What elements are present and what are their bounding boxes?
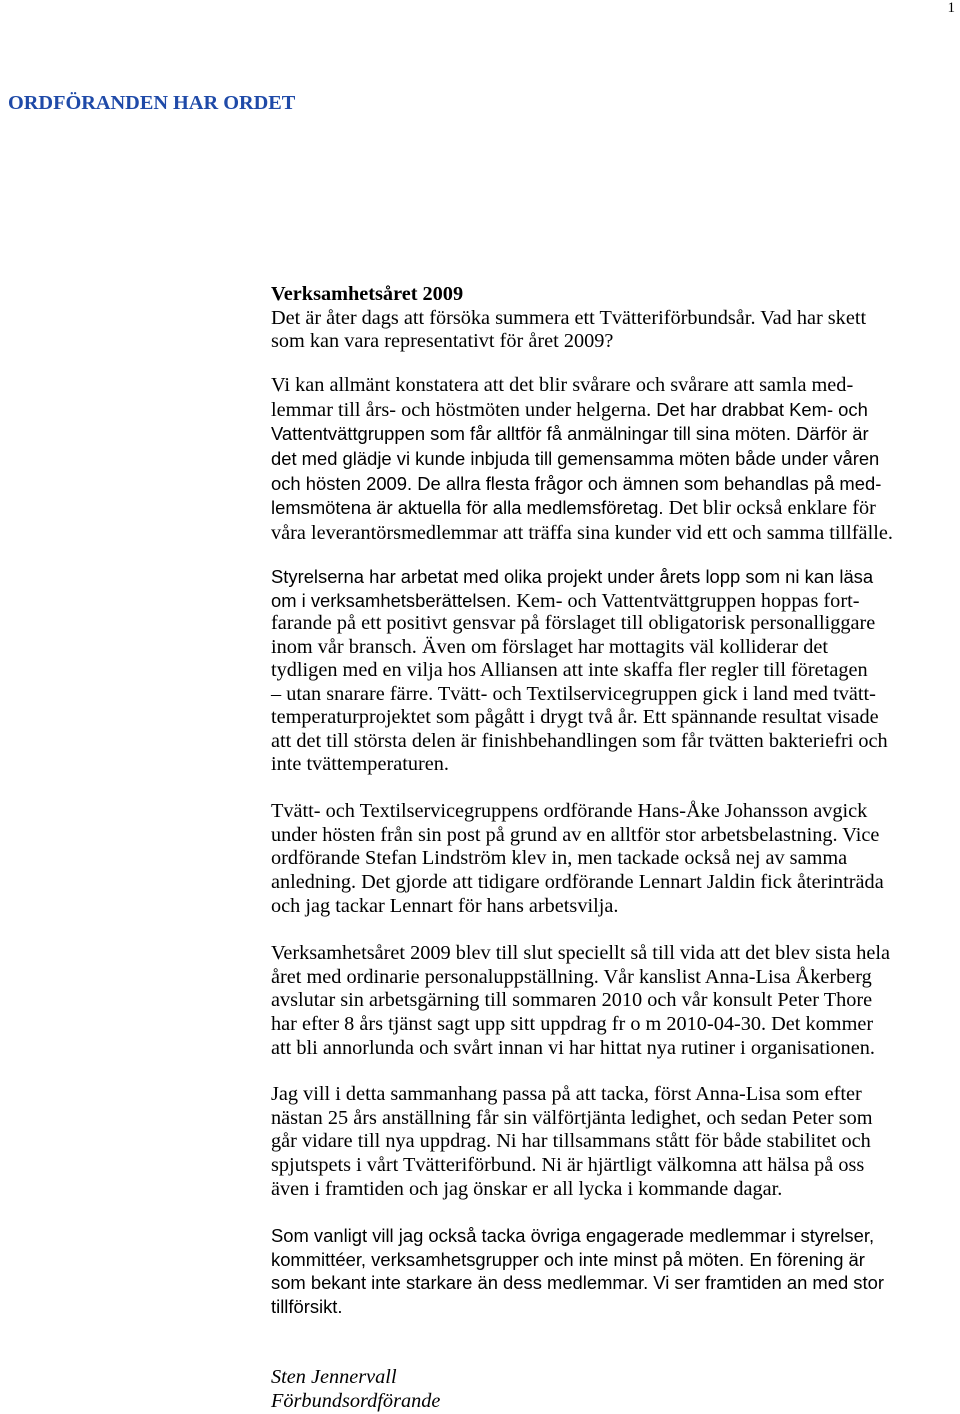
text-line: anledning. Det gjorde att tidigare ordförande Lennart Jaldin fick återinträda — [271, 871, 884, 894]
text-segment: om i verksamhetsberättelsen. — [271, 589, 512, 611]
paragraph — [271, 1224, 884, 1319]
text-segment: Det blir också enklare för — [668, 497, 876, 520]
text-line: även i framtiden och jag önskar er all lycka i kommande dagar. — [271, 1177, 783, 1200]
paragraph — [271, 1083, 873, 1201]
text-line: det med glädje vi kunde inbjuda till gemensamma möten både under våren — [271, 448, 880, 470]
text-line: går vidare till nya uppdrag. Ni har tillsammans stått för både stabilitet och — [271, 1130, 871, 1153]
text-segment: lemmar till års- och höstmöten under helgerna. — [271, 398, 652, 421]
text-line: och hösten 2009. De allra flesta frågor och ämnen som behandlas på med- — [271, 472, 882, 494]
paragraph — [271, 942, 890, 1060]
text-line: Som vanligt vill jag också tacka övriga engagerade medlemmar i styrelser, — [271, 1225, 875, 1246]
text-line: Det är åter dags att försöka summera ett Tvätteriförbundsår. Vad har skett — [271, 306, 867, 329]
text-line: avslutar sin arbetsgärning till sommaren 2010 och vår konsult Peter Thore — [271, 989, 873, 1012]
text-line: våra leverantörsmedlemmar att träffa sina kunder vid ett och samma tillfälle. — [271, 522, 893, 545]
text-line: har efter 8 års tjänst sagt upp sitt uppdrag fr o m 2010-04-30. Det kommer — [271, 1013, 874, 1036]
text-line: Vi kan allmänt konstatera att det blir svårare och svårare att samla med- — [271, 374, 854, 396]
paragraph — [271, 565, 888, 777]
text-line: kommittéer, verksamhetsgrupper och inte minst på möten. En förening är — [271, 1248, 865, 1270]
text-line: temperaturprojektet som pågått i drygt två år. Ett spännande resultat visade — [271, 706, 879, 728]
text-line: ordförande Stefan Lindström klev in, men tackade också nej av samma — [271, 847, 848, 870]
signature-role: Förbundsordförande — [271, 1389, 441, 1412]
text-line — [271, 398, 893, 423]
intro-paragraph — [271, 283, 866, 354]
text-segment: Kem- och Vattentvättgruppen hoppas fort- — [516, 589, 860, 612]
text-line: tydligen med en vilja hos Alliansen att inte skaffa fler regler till företagen — [271, 659, 868, 681]
text-line: Styrelserna har arbetat med olika projekt under årets lopp som ni kan läsa — [271, 566, 874, 587]
document-title: ORDFÖRANDEN HAR ORDET — [8, 92, 296, 114]
text-line: under hösten från sin post på grund av en alltför stor arbetsbelastning. Vice — [271, 823, 880, 846]
text-line: som kan vara representativt för året 2009? — [271, 330, 614, 352]
text-line: farande på ett positivt gensvar på förslaget till obligatorisk personalliggare — [271, 612, 876, 634]
text-line: Tvätt- och Textilservicegruppens ordförande Hans-Åke Johansson avgick — [271, 800, 868, 822]
paragraph — [271, 800, 884, 918]
text-line — [271, 589, 888, 613]
signature-name: Sten Jennervall — [271, 1366, 397, 1388]
text-line: tillförsikt. — [271, 1296, 343, 1318]
text-line: och jag tackar Lennart för hans arbetsvilja. — [271, 894, 619, 917]
text-line: året med ordinarie personaluppställning. Vår kanslist Anna-Lisa Åkerberg — [271, 965, 872, 988]
section-heading: Verksamhetsåret 2009 — [271, 283, 464, 305]
text-line — [271, 496, 893, 521]
text-line: inte tvättemperaturen. — [271, 753, 449, 775]
text-segment: Det har drabbat Kem- och — [656, 398, 868, 420]
text-line: nästan 25 års anställning får sin välförtjänta ledighet, och sedan Peter som — [271, 1106, 873, 1129]
text-line: – utan snarare färre. Tvätt- och Textilservicegruppen gick i land med tvätt- — [271, 682, 876, 705]
text-line: spjutspets i vårt Tvätteriförbund. Ni är hjärtligt välkomna att hälsa på oss — [271, 1154, 865, 1177]
text-line: Jag vill i detta sammanhang passa på att tacka, först Anna-Lisa som efter — [271, 1083, 862, 1105]
text-line: inom vår bransch. Även om förslaget har mottagits väl kolliderar det — [271, 635, 829, 658]
text-line: som bekant inte starkare än dess medlemmar. Vi ser framtiden an med stor — [271, 1272, 884, 1294]
text-line: Vattentvättgruppen som får alltför få anmälningar till sina möten. Därför är — [271, 423, 869, 445]
page-number: 1 — [947, 0, 955, 16]
text-line: Verksamhetsåret 2009 blev till slut speciellt så till vida att det blev sista hela — [271, 942, 890, 964]
text-line: att bli annorlunda och svårt innan vi har hittat nya rutiner i organisationen. — [271, 1036, 875, 1059]
signature-block — [271, 1366, 440, 1414]
paragraph — [271, 373, 893, 546]
text-segment: lemsmötena är aktuella för alla medlemsföretag. — [271, 497, 664, 519]
text-line: att det till största delen är finishbehandlingen som får tvätten bakteriefri och — [271, 729, 888, 752]
